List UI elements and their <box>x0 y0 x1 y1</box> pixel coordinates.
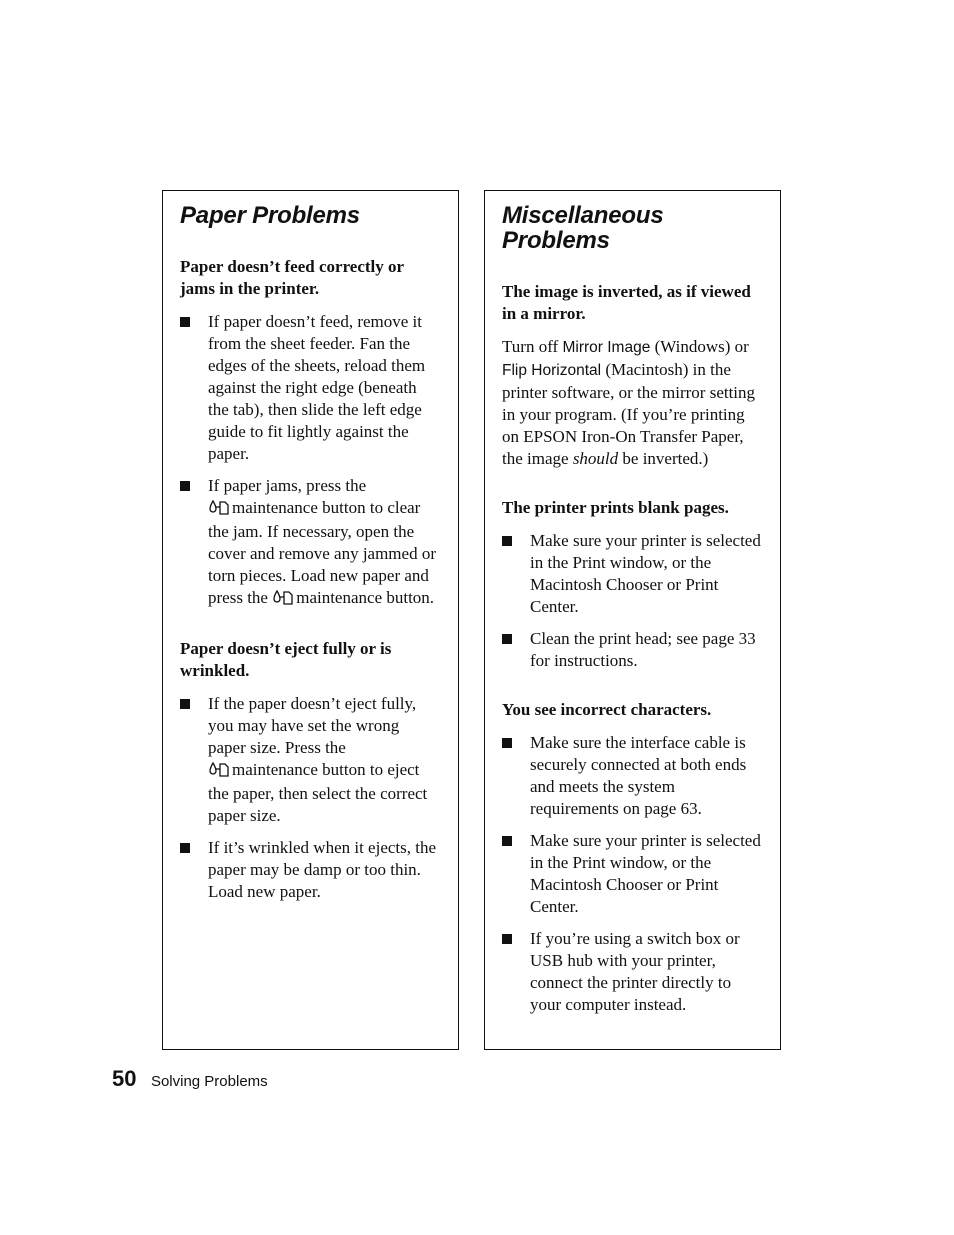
maintenance-button-icon <box>272 589 294 611</box>
square-bullet-icon <box>502 934 512 944</box>
bullet-text: If paper jams, press the <box>208 476 367 495</box>
bullet-text: Make sure your printer is selected in the Print window, or the Macintosh Chooser or Print Center. <box>530 831 761 916</box>
square-bullet-icon <box>502 836 512 846</box>
bullet-text: maintenance button. <box>296 588 435 607</box>
bullet-text: If it’s wrinkled when it ejects, the paper may be damp or too thin. Load new paper. <box>208 838 437 901</box>
bullet-text: maintenance button to clear the jam. If necessary, open the cover and remove any jammed or torn pieces. Load new paper and press the <box>208 498 436 607</box>
bullet-text: Clean the print head; see page 33 for instructions. <box>530 629 756 670</box>
para-text: be inverted.) <box>622 449 709 468</box>
bullet-text: If the paper doesn’t eject fully, you may have set the wrong paper size. Press the <box>208 694 417 757</box>
emphasis-should: should <box>572 449 619 468</box>
topic-incorrect-characters-heading: You see incorrect characters. <box>502 700 712 719</box>
list-item <box>502 732 763 820</box>
mirror-image-setting: Mirror Image <box>562 339 651 356</box>
list-item <box>180 837 441 903</box>
list-item <box>180 693 441 827</box>
page-footer <box>112 1066 268 1092</box>
paper-feed-list <box>180 311 441 611</box>
list-item <box>502 628 763 672</box>
list-item <box>502 830 763 918</box>
bullet-text: Make sure your printer is selected in the Print window, or the Macintosh Chooser or Print Center. <box>530 531 761 616</box>
square-bullet-icon <box>180 699 190 709</box>
maintenance-button-icon <box>208 761 230 783</box>
square-bullet-icon <box>502 634 512 644</box>
para-text: (Macintosh) in the printer software, or the mirror setting in your program. (If you’re printing on EPSON Iron-On Transfer Paper, the image <box>502 360 756 468</box>
square-bullet-icon <box>180 481 190 491</box>
blank-pages-list <box>502 530 763 672</box>
misc-problems-title: Miscellaneous Problems <box>502 202 664 254</box>
flip-horizontal-setting: Flip Horizontal <box>502 362 602 379</box>
square-bullet-icon <box>180 843 190 853</box>
bullet-text: maintenance button to eject the paper, then select the correct paper size. <box>208 760 428 825</box>
page-number: 50 <box>112 1066 137 1091</box>
square-bullet-icon <box>502 738 512 748</box>
bullet-text: Make sure the interface cable is securely connected at both ends and meets the system requirements on page 63. <box>530 733 747 818</box>
paper-problems-title: Paper Problems <box>180 202 360 229</box>
bullet-text: If paper doesn’t feed, remove it from the sheet feeder. Fan the edges of the sheets, reload them against the right edge (beneath the tab), then slide the left edge guide to fit lightly against the paper. <box>208 312 426 463</box>
misc-problems-panel <box>484 190 781 1050</box>
list-item <box>180 311 441 465</box>
topic-paper-feed-heading: Paper doesn’t feed correctly or jams in the printer. <box>180 257 404 298</box>
para-text: Turn off <box>502 337 559 356</box>
para-text: (Windows) or <box>654 337 749 356</box>
topic-blank-pages-heading: The printer prints blank pages. <box>502 498 729 517</box>
incorrect-characters-list <box>502 732 763 1016</box>
paper-eject-list <box>180 693 441 903</box>
list-item <box>502 928 763 1016</box>
list-item <box>502 530 763 618</box>
inverted-image-paragraph <box>502 336 763 470</box>
paper-problems-panel <box>162 190 459 1050</box>
section-label: Solving Problems <box>150 1073 268 1090</box>
bullet-text: If you’re using a switch box or USB hub with your printer, connect the printer directly to your computer instead. <box>530 929 740 1014</box>
topic-paper-eject-heading: Paper doesn’t eject fully or is wrinkled. <box>180 639 392 680</box>
maintenance-button-icon <box>208 499 230 521</box>
square-bullet-icon <box>180 317 190 327</box>
topic-inverted-image-heading: The image is inverted, as if viewed in a mirror. <box>502 282 751 323</box>
square-bullet-icon <box>502 536 512 546</box>
list-item <box>180 475 441 611</box>
